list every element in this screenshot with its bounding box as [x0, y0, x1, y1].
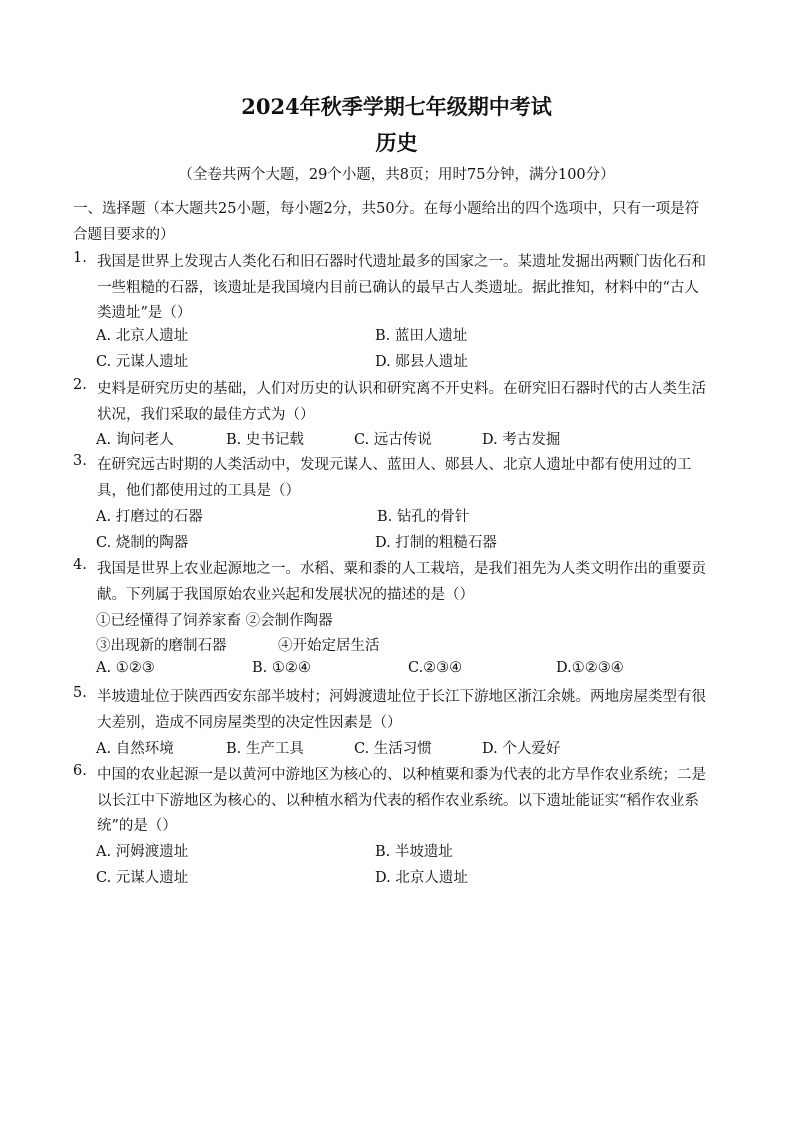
question-1 [73, 250, 713, 327]
section-heading: 一、选择题（本大题共25小题，每小题2分，共50分。在每小题给出的四个选项中，只有一项是符合题目要求的） [73, 201, 700, 243]
sub-item: ③出现新的磨制石器 [96, 638, 227, 654]
exam-title: 2024年秋季学期七年级期中考试 [241, 94, 552, 119]
option-b: B. 史书记载 [226, 432, 304, 448]
option-d: D. 北京人遗址 [375, 870, 468, 886]
question-stem: 半坡遗址位于陕西西安东部半坡村；河姆渡遗址位于长江下游地区浙江余姚。两地房屋类型有很大差别，造成不同房屋类型的决定性因素是（） [97, 689, 706, 731]
question-6 [73, 763, 713, 840]
question-number: 4. [73, 557, 87, 573]
question-5 [73, 685, 713, 736]
subject-title: 历史 [375, 130, 418, 155]
sub-item: ①已经懂得了饲养家畜 ②会制作陶器 [96, 613, 333, 629]
option-b: B. 蓝田人遗址 [375, 328, 468, 344]
option-a: A. 北京人遗址 [96, 328, 189, 344]
option-d: D. 郧县人遗址 [375, 354, 468, 370]
option-c: C. 远古传说 [354, 432, 432, 448]
option-a: A. 河姆渡遗址 [96, 844, 189, 860]
exam-info: （全卷共两个大题，29个小题，共8页；用时75分钟，满分100分） [178, 167, 615, 183]
option-b: B. ①②④ [252, 660, 311, 676]
option-d: D. 个人爱好 [482, 741, 561, 757]
question-stem: 我国是世界上农业起源地之一。水稻、粟和黍的人工栽培，是我们祖先为人类文明作出的重要贡献。下列属于我国原始农业兴起和发展状况的描述的是（） [97, 561, 706, 603]
option-b: B. 钻孔的骨针 [377, 509, 470, 525]
question-4 [73, 557, 713, 608]
option-b: B. 半坡遗址 [375, 844, 453, 860]
question-3 [73, 453, 713, 504]
option-d: D. 打制的粗糙石器 [375, 535, 497, 551]
option-a: A. 自然环境 [96, 741, 174, 757]
option-c: C. 元谋人遗址 [96, 870, 189, 886]
question-number: 2. [73, 377, 87, 393]
option-c: C. 元谋人遗址 [96, 354, 189, 370]
question-number: 3. [73, 453, 87, 469]
option-c: C.②③④ [408, 660, 463, 676]
question-stem: 在研究远古时期的人类活动中，发现元谋人、蓝田人、郧县人、北京人遗址中都有使用过的工具，他们都使用过的工具是（） [97, 457, 692, 499]
question-number: 1. [73, 250, 87, 266]
option-a: A. 询问老人 [96, 432, 174, 448]
question-stem: 史料是研究历史的基础，人们对历史的认识和研究离不开史料。在研究旧石器时代的古人类生活状况，我们采取的最佳方式为（） [97, 381, 706, 423]
sub-item: ④开始定居生活 [278, 638, 380, 654]
option-d: D.①②③④ [556, 660, 624, 676]
question-stem: 我国是世界上发现古人类化石和旧石器时代遗址最多的国家之一。某遗址发掘出两颗门齿化石和一些粗糙的石器，该遗址是我国境内目前已确认的最早古人类遗址。据此推知，材料中的“古人类遗址”是（） [97, 254, 706, 321]
question-number: 5. [73, 685, 87, 701]
option-c: C. 生活习惯 [354, 741, 432, 757]
question-stem: 中国的农业起源一是以黄河中游地区为核心的、以种植粟和黍为代表的北方旱作农业系统；二是以长江中下游地区为核心的、以种植水稻为代表的稻作农业系统。以下遗址能证实“稻作农业系统”的是（） [97, 767, 706, 834]
option-a: A. ①②③ [96, 660, 155, 676]
option-c: C. 烧制的陶器 [96, 535, 189, 551]
question-2 [73, 377, 713, 428]
option-b: B. 生产工具 [226, 741, 304, 757]
question-number: 6. [73, 763, 87, 779]
option-d: D. 考古发掘 [482, 432, 561, 448]
option-a: A. 打磨过的石器 [96, 509, 203, 525]
